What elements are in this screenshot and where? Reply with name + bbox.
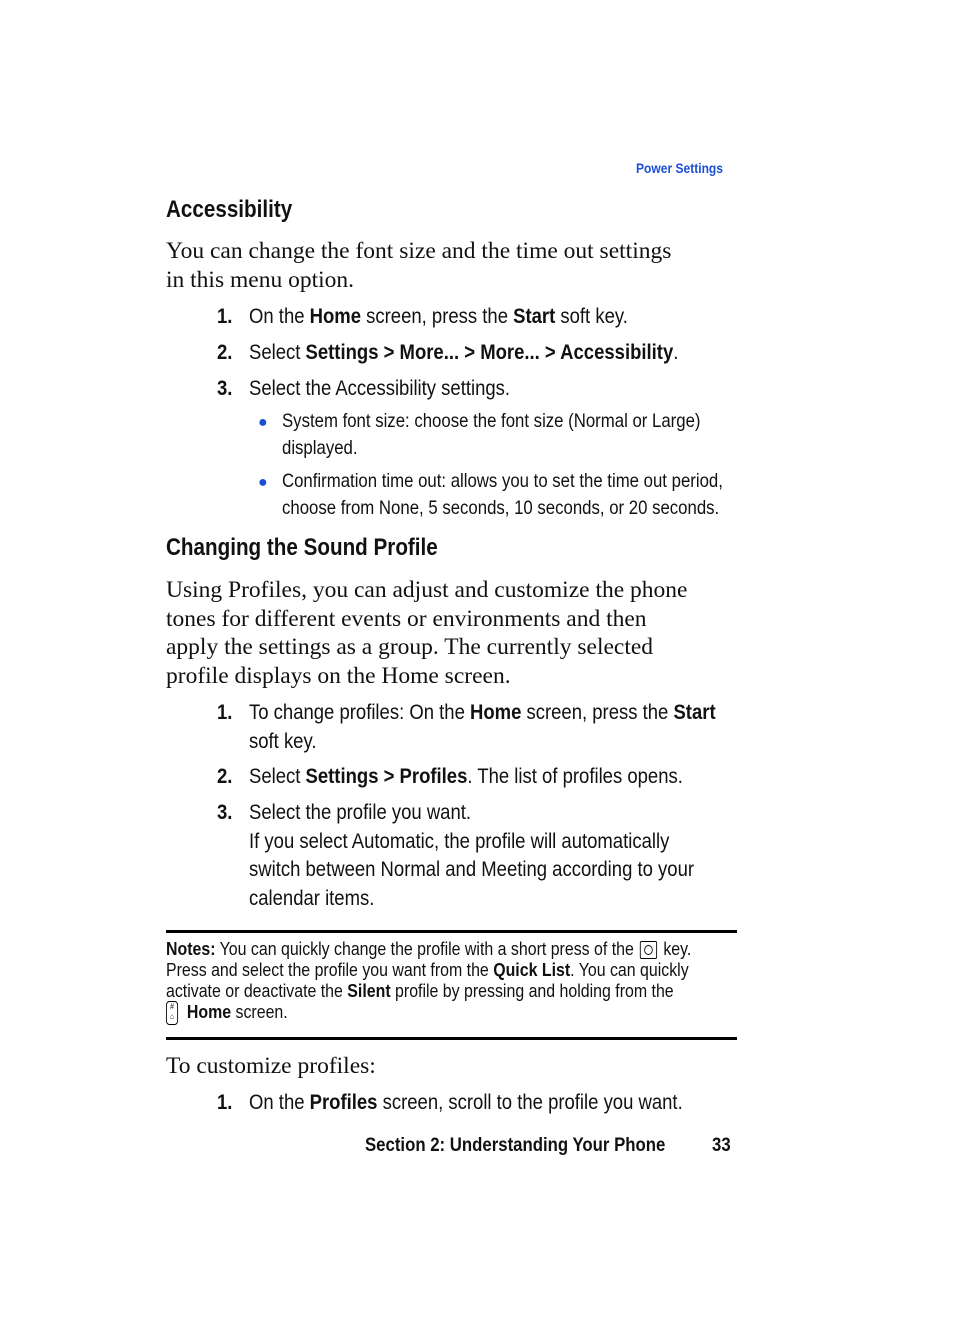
power-key-icon — [640, 941, 657, 959]
footer-section-title: Section 2: Understanding Your Phone — [365, 1134, 666, 1156]
bullet-dot-icon: ● — [258, 414, 268, 431]
notes-rule-bottom — [166, 1037, 737, 1040]
accessibility-intro: You can change the font size and the time out settings in this menu option. — [166, 238, 672, 293]
sound-profile-intro: Using Profiles, you can adjust and customize the phone tones for different events or environments and then apply the settings as a group. The currently selected profile displays on the Home screen. — [166, 577, 688, 689]
customize-intro: To customize profiles: — [166, 1053, 376, 1079]
bullet-dot-icon: ● — [258, 474, 268, 491]
pound-key-icon: # ⌂ — [166, 1001, 178, 1025]
notes-rule-top — [166, 930, 737, 933]
section-heading-accessibility: Accessibility — [166, 196, 293, 223]
notes-box: Notes: You can quickly change the profile with a short press of the key. Press and select the profile you want from the Quick List. You can quickly activate or deactivate the Silent profile by pressing and holding from the # ⌂ Home screen. — [166, 938, 777, 1025]
footer-page-number: 33 — [712, 1134, 731, 1156]
running-head: Power Settings — [635, 160, 723, 176]
section-heading-sound-profile: Changing the Sound Profile — [166, 534, 438, 561]
